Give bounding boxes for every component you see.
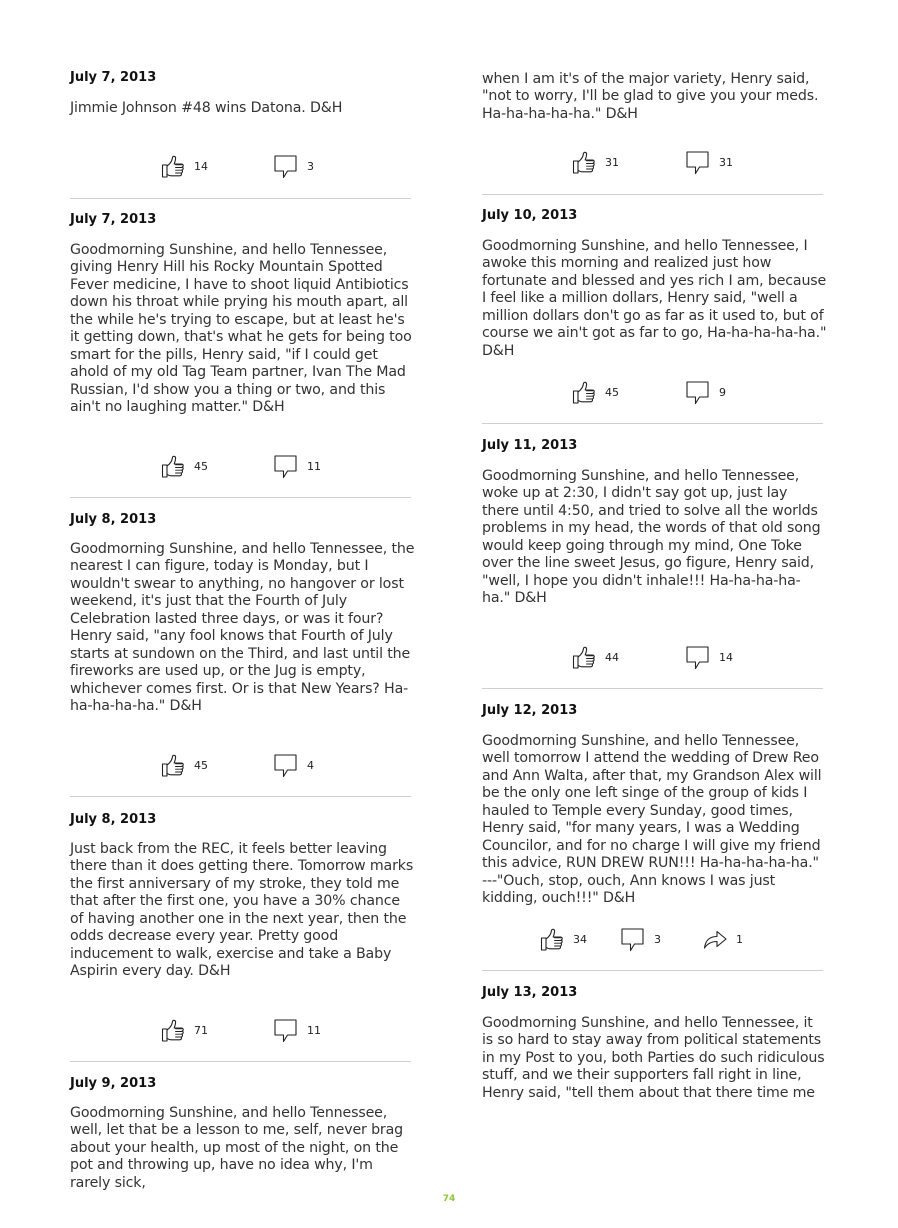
post-text: Goodmorning Sunshine, and hello Tennessee, it is so hard to stay away from political statements in my Post to you, both Parties do such ridiculous stuff, and we their supporters fall right in line, Henry said, "tell them about that there time me [482, 1015, 825, 1101]
share-button[interactable] [702, 926, 743, 952]
thumbs-up-icon [160, 1017, 186, 1043]
speech-bubble-icon [685, 379, 711, 405]
post-divider [70, 198, 411, 199]
comment-button[interactable] [685, 644, 733, 670]
thumbs-up-icon [160, 453, 186, 479]
post-date: July 8, 2013 [70, 512, 157, 527]
post-date: July 7, 2013 [70, 70, 157, 85]
thumbs-up-icon [539, 926, 565, 952]
post-text: Goodmorning Sunshine, and hello Tennessee, woke up at 2:30, I didn't say got up, just lay there until 4:50, and tried to solve all the worlds problems in my head, the words of that old song would keep going through my mind, One Toke over the line sweet Jesus, go figure, Henry said, "well, I hope you didn't inhale!!! Ha-ha-ha-ha-ha." D&H [482, 468, 821, 607]
thumbs-up-icon [571, 149, 597, 175]
comment-count: 4 [307, 758, 314, 772]
post-text: Goodmorning Sunshine, and hello Tennessee, I awoke this morning and realized just how fortunate and blessed and yes rich I am, because I feel like a million dollars, Henry said, "well a million dollars don't go as far as it used to, but of course we ain't got as far to go, Ha-ha-ha-ha-ha." D&H [482, 238, 827, 359]
post-divider [482, 970, 823, 971]
post-text: Goodmorning Sunshine, and hello Tennessee, well, let that be a lesson to me, self, never brag about your health, up most of the night, on the pot and throwing up, have no idea why, I'm rarely sick, [70, 1105, 404, 1191]
post-divider [70, 497, 411, 498]
comment-button[interactable] [273, 752, 314, 778]
post-text: Just back from the REC, it feels better leaving there than it does getting there. Tomorrow marks the first anniversary of my stroke, they told me that after the first one, you have a 30% chance of having another one in the next year, then the odds decrease every year. Pretty good inducement to walk, exercise and take a Baby Aspirin every day. D&H [70, 841, 414, 980]
like-button[interactable] [160, 453, 208, 479]
speech-bubble-icon [620, 926, 646, 952]
comment-count: 11 [307, 1023, 321, 1037]
speech-bubble-icon [685, 149, 711, 175]
post-text: Jimmie Johnson #48 wins Datona. D&H [70, 100, 343, 116]
like-count: 45 [605, 385, 619, 399]
like-count: 45 [194, 459, 208, 473]
like-count: 31 [605, 155, 619, 169]
share-count: 1 [736, 932, 743, 946]
post-divider [482, 423, 823, 424]
comment-count: 9 [719, 385, 726, 399]
comment-button[interactable] [273, 1017, 321, 1043]
like-count: 71 [194, 1023, 208, 1037]
comment-button[interactable] [620, 926, 661, 952]
post-divider [482, 194, 823, 195]
thumbs-up-icon [571, 644, 597, 670]
like-button[interactable] [571, 644, 619, 670]
post-text: when I am it's of the major variety, Henry said, "not to worry, I'll be glad to give you your meds. Ha-ha-ha-ha-ha." D&H [482, 71, 819, 122]
speech-bubble-icon [273, 453, 299, 479]
post-text: Goodmorning Sunshine, and hello Tennessee, well tomorrow I attend the wedding of Drew Reo and Ann Walta, after that, my Grandson Alex will be the only one left singe of the group of kids I hauled to Temple every Sunday, good times, Henry said, "for many years, I was a Wedding Councilor, and for no charge I will give my friend this advice, RUN DREW RUN!!! Ha-ha-ha-ha-ha." ---"Ouch, stop, ouch, Ann knows I was just kidding, ouch!!!" D&H [482, 733, 822, 907]
like-button[interactable] [571, 379, 619, 405]
like-button[interactable] [571, 149, 619, 175]
like-count: 45 [194, 758, 208, 772]
like-count: 34 [573, 932, 587, 946]
post-divider [70, 1061, 411, 1062]
speech-bubble-icon [273, 752, 299, 778]
like-button[interactable] [160, 752, 208, 778]
speech-bubble-icon [685, 644, 711, 670]
comment-button[interactable] [273, 153, 314, 179]
comment-count: 3 [307, 159, 314, 173]
share-arrow-icon [702, 926, 728, 952]
comment-count: 3 [654, 932, 661, 946]
post-text: Goodmorning Sunshine, and hello Tennessee, the nearest I can figure, today is Monday, but I wouldn't swear to anything, no hangover or lost weekend, it's just that the Fourth of July Celebration lasted three days, or was it four? Henry said, "any fool knows that Fourth of July starts at sundown on the Third, and last until the fireworks are used up, or the Jug is empty, whichever comes first. Or is that New Years? Ha-ha-ha-ha-ha." D&H [70, 541, 415, 715]
post-date: July 10, 2013 [482, 208, 578, 223]
comment-count: 11 [307, 459, 321, 473]
like-count: 14 [194, 159, 208, 173]
page-number: 74 [442, 1194, 456, 1204]
comment-count: 31 [719, 155, 733, 169]
post-text: Goodmorning Sunshine, and hello Tennessee, giving Henry Hill his Rocky Mountain Spotted Fever medicine, I have to shoot liquid Antibiotics down his throat while prying his mouth apart, all the while he's trying to escape, but at least he's it getting down, that's what he gets for being too smart for the pills, Henry said, "if I could get ahold of my old Tag Team partner, Ivan The Mad Russian, I'd show you a thing or two, and this ain't no laughing matter." D&H [70, 242, 412, 416]
comment-button[interactable] [685, 379, 726, 405]
post-date: July 9, 2013 [70, 1076, 157, 1091]
thumbs-up-icon [571, 379, 597, 405]
comment-button[interactable] [685, 149, 733, 175]
like-button[interactable] [160, 1017, 208, 1043]
post-divider [482, 688, 823, 689]
speech-bubble-icon [273, 153, 299, 179]
post-divider [70, 796, 411, 797]
thumbs-up-icon [160, 153, 186, 179]
like-button[interactable] [539, 926, 587, 952]
speech-bubble-icon [273, 1017, 299, 1043]
comment-count: 14 [719, 650, 733, 664]
comment-button[interactable] [273, 453, 321, 479]
post-date: July 12, 2013 [482, 703, 578, 718]
thumbs-up-icon [160, 752, 186, 778]
post-date: July 8, 2013 [70, 812, 157, 827]
post-date: July 7, 2013 [70, 212, 157, 227]
post-date: July 11, 2013 [482, 438, 578, 453]
post-date: July 13, 2013 [482, 985, 578, 1000]
like-button[interactable] [160, 153, 208, 179]
like-count: 44 [605, 650, 619, 664]
